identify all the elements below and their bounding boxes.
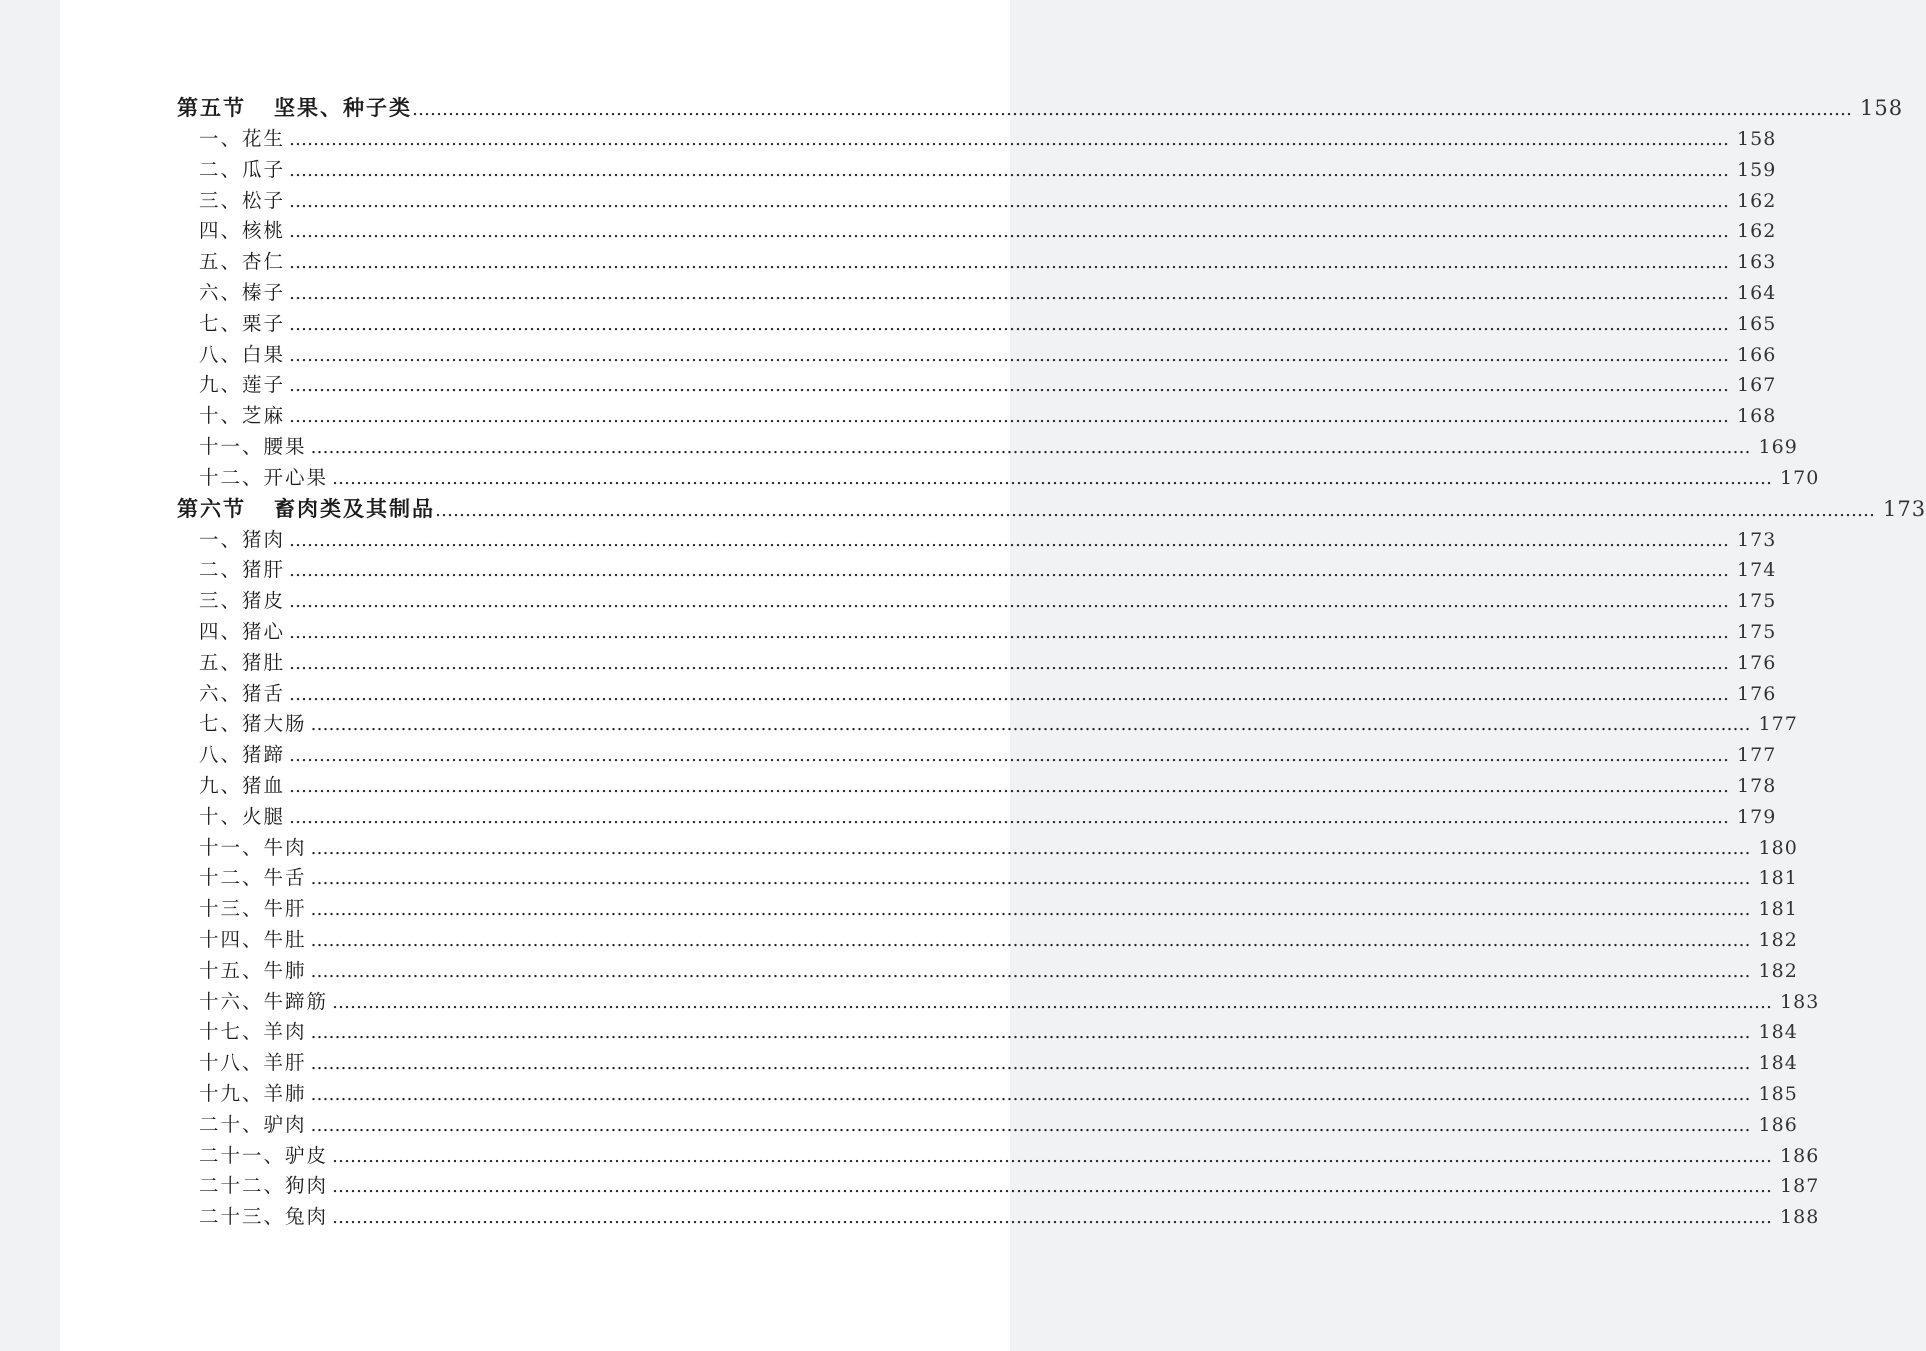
toc-entry[interactable] [177, 462, 1820, 493]
toc-entry[interactable] [177, 893, 1798, 924]
dot-leader: …………………………………………………………………………………………………………………………………………………………………………………………………………………… [310, 714, 1751, 736]
dot-leader: …………………………………………………………………………………………………………………………………………………………………………………………………………………… [289, 406, 1730, 428]
toc-entry[interactable] [177, 739, 1777, 770]
toc-entry[interactable] [177, 986, 1820, 1017]
toc-entry[interactable] [177, 862, 1798, 893]
dot-leader: …………………………………………………………………………………………………………………………………………………………………………………………………………………… [289, 621, 1730, 643]
toc-entry-title: 九、猪血 [199, 773, 286, 797]
toc-entry-title: 十二、开心果 [199, 465, 329, 489]
toc-entry-title: 十九、羊肺 [199, 1081, 307, 1105]
dot-leader: …………………………………………………………………………………………………………………………………………………………………………………………………………………… [289, 683, 1730, 705]
toc-entry[interactable] [177, 1170, 1820, 1201]
toc-entry-title: 二、猪肝 [199, 558, 286, 582]
toc-entry-title: 四、核桃 [199, 219, 286, 243]
toc-entry-title [177, 493, 435, 523]
page-number: 159 [1737, 158, 1777, 181]
dot-leader: …………………………………………………………………………………………………………………………………………………………………………………………………………………… [310, 868, 1751, 890]
toc-entry[interactable] [177, 1201, 1820, 1232]
dot-leader: …………………………………………………………………………………………………………………………………………………………………………………………………………………… [289, 159, 1730, 181]
dot-leader: …………………………………………………………………………………………………………………………………………………………………………………………………………………… [289, 375, 1730, 397]
page-number: 170 [1780, 466, 1820, 489]
toc-entry[interactable] [177, 431, 1798, 462]
toc-entry-title: 二十二、狗肉 [199, 1174, 329, 1198]
toc-entry[interactable] [177, 400, 1777, 431]
toc-entry[interactable] [177, 215, 1777, 246]
dot-leader: …………………………………………………………………………………………………………………………………………………………………………………………………………………… [310, 436, 1751, 458]
toc-entry-title: 十一、牛肉 [199, 835, 307, 859]
toc-entry[interactable] [177, 185, 1777, 216]
page-number: 168 [1737, 405, 1777, 428]
page-number: 175 [1737, 590, 1777, 613]
page-number: 162 [1737, 220, 1777, 243]
toc-entry-title: 二、瓜子 [199, 157, 286, 181]
page-number: 184 [1758, 1021, 1798, 1044]
dot-leader: …………………………………………………………………………………………………………………………………………………………………………………………………………………… [310, 1083, 1751, 1105]
dot-leader: …………………………………………………………………………………………………………………………………………………………………………………………………………………… [332, 467, 1773, 489]
page-number: 187 [1780, 1175, 1820, 1198]
toc-entry-title: 九、莲子 [199, 373, 286, 397]
toc-entry[interactable] [177, 123, 1777, 154]
dot-leader: …………………………………………………………………………………………………………………………………………………………………………………………………………………… [289, 190, 1730, 212]
section-number: 第五节 [177, 95, 246, 120]
toc-entry-title: 十二、牛舌 [199, 866, 307, 890]
page-number: 184 [1758, 1052, 1798, 1075]
toc-entry[interactable] [177, 678, 1777, 709]
toc-entry-title: 十五、牛肺 [199, 958, 307, 982]
toc-entry[interactable] [177, 647, 1777, 678]
page-number: 181 [1758, 898, 1798, 921]
page-number: 169 [1758, 435, 1798, 458]
toc-entry-title: 二十一、驴皮 [199, 1143, 329, 1167]
dot-leader: …………………………………………………………………………………………………………………………………………………………………………………………………………………… [332, 1207, 1773, 1229]
page-number: 176 [1737, 651, 1777, 674]
dot-leader: …………………………………………………………………………………………………………………………………………………………………………………………………………………… [289, 560, 1730, 582]
page-number: 183 [1780, 990, 1820, 1013]
toc-entry-title: 十三、牛肝 [199, 897, 307, 921]
section-number: 第六节 [177, 495, 246, 521]
toc-entry[interactable] [177, 770, 1777, 801]
page-number: 186 [1780, 1144, 1820, 1167]
page-number: 188 [1780, 1206, 1820, 1229]
page-number: 182 [1758, 959, 1798, 982]
toc-entry[interactable] [177, 585, 1777, 616]
page-number: 167 [1737, 374, 1777, 397]
dot-leader: …………………………………………………………………………………………………………………………………………………………………………………………………………………… [310, 837, 1751, 859]
dot-leader: …………………………………………………………………………………………………………………………………………………………………………………………………………………… [289, 344, 1730, 366]
dot-leader: …………………………………………………………………………………………………………………………………………………………………………………………………………………… [289, 529, 1730, 551]
toc-entry-title: 十四、牛肚 [199, 927, 307, 951]
page-number: 163 [1737, 251, 1777, 274]
page-number: 186 [1758, 1113, 1798, 1136]
section-title: 坚果、种子类 [274, 95, 412, 120]
toc-section-heading[interactable] [177, 493, 1926, 524]
page-number: 158 [1860, 96, 1904, 120]
dot-leader: …………………………………………………………………………………………………………………………………………………………………………………………………………………… [289, 775, 1730, 797]
dot-leader: …………………………………………………………………………………………………………………………………………………………………………………………………………………… [332, 991, 1773, 1013]
toc-entry[interactable] [177, 1016, 1798, 1047]
dot-leader: …………………………………………………………………………………………………………………………………………………………………………………………………………………… [289, 591, 1730, 613]
page-number: 162 [1737, 189, 1777, 212]
page-number: 179 [1737, 805, 1777, 828]
page-number: 177 [1737, 744, 1777, 767]
dot-leader: …………………………………………………………………………………………………………………………………………………………………………………………………………………… [289, 745, 1730, 767]
page-number: 173 [1883, 496, 1926, 521]
page-number: 181 [1758, 867, 1798, 890]
toc-entry[interactable] [177, 924, 1798, 955]
page-number: 182 [1758, 928, 1798, 951]
dot-leader: …………………………………………………………………………………………………………………………………………………………………………………………………………………… [289, 252, 1730, 274]
dot-leader: …………………………………………………………………………………………………………………………………………………………………………………………………………………… [289, 129, 1730, 150]
toc-entry-title: 十六、牛蹄筋 [199, 989, 329, 1013]
toc-entry-title: 八、猪蹄 [199, 743, 286, 767]
toc-entry-title: 十七、羊肉 [199, 1020, 307, 1044]
dot-leader: …………………………………………………………………………………………………………………………………………………………………………………………………………………… [310, 899, 1751, 921]
toc-entry-title: 十八、羊肝 [199, 1051, 307, 1075]
page-number: 158 [1737, 128, 1777, 150]
toc-entry-title: 六、榛子 [199, 280, 286, 304]
dot-leader: …………………………………………………………………………………………………………………………………………………………………………………………………………………… [332, 1145, 1773, 1167]
dot-leader: …………………………………………………………………………………………………………………………………………………………………………………………………………………… [310, 929, 1751, 951]
toc-entry[interactable] [177, 554, 1777, 585]
toc-entry[interactable] [177, 369, 1777, 400]
dot-leader: …………………………………………………………………………………………………………………………………………………………………………………………………………………… [435, 499, 1875, 521]
page-number: 164 [1737, 281, 1777, 304]
toc-entry[interactable] [177, 1109, 1798, 1140]
dot-leader: …………………………………………………………………………………………………………………………………………………………………………………………………………………… [310, 1114, 1751, 1136]
page-number: 165 [1737, 312, 1777, 335]
toc-entry-title: 一、花生 [199, 127, 286, 150]
page-number: 174 [1737, 559, 1777, 582]
toc-entry-title: 十、芝麻 [199, 404, 286, 428]
toc-entry-title: 八、白果 [199, 342, 286, 366]
toc-entry-title: 五、杏仁 [199, 250, 286, 274]
toc-entry[interactable] [177, 1140, 1820, 1171]
page-number: 185 [1758, 1082, 1798, 1105]
toc-entry[interactable] [177, 1047, 1798, 1078]
dot-leader: …………………………………………………………………………………………………………………………………………………………………………………………………………………… [332, 1176, 1773, 1198]
toc-entry-title: 七、猪大肠 [199, 712, 307, 736]
page-number: 175 [1737, 620, 1777, 643]
dot-leader: …………………………………………………………………………………………………………………………………………………………………………………………………………………… [289, 806, 1730, 828]
toc-entry[interactable] [177, 308, 1777, 339]
section-title: 畜肉类及其制品 [274, 495, 435, 521]
dot-leader: …………………………………………………………………………………………………………………………………………………………………………………………………………………… [289, 282, 1730, 304]
toc-entry[interactable] [177, 524, 1777, 555]
toc-entry[interactable] [177, 277, 1777, 308]
toc-entry[interactable] [177, 616, 1777, 647]
toc-entry-title: 一、猪肉 [199, 527, 286, 551]
toc-section-heading[interactable] [177, 92, 1904, 123]
table-of-contents [177, 92, 1926, 1232]
page-number: 177 [1758, 713, 1798, 736]
dot-leader: …………………………………………………………………………………………………………………………………………………………………………………………………………………… [310, 960, 1751, 982]
toc-entry-title: 二十、驴肉 [199, 1112, 307, 1136]
dot-leader: …………………………………………………………………………………………………………………………………………………………………………………………………………………… [310, 1022, 1751, 1044]
toc-entry-title [177, 92, 412, 122]
dot-leader: …………………………………………………………………………………………………………………………………………………………………………………………………………………… [289, 313, 1730, 335]
toc-entry-title: 五、猪肚 [199, 650, 286, 674]
toc-entry-title: 七、栗子 [199, 311, 286, 335]
toc-entry-title: 三、松子 [199, 188, 286, 212]
dot-leader: …………………………………………………………………………………………………………………………………………………………………………………………………………………… [289, 221, 1730, 243]
toc-entry[interactable] [177, 1078, 1798, 1109]
toc-entry-title: 十一、腰果 [199, 434, 307, 458]
toc-entry[interactable] [177, 955, 1798, 986]
toc-entry[interactable] [177, 801, 1777, 832]
page-number: 176 [1737, 682, 1777, 705]
toc-entry[interactable] [177, 832, 1798, 863]
dot-leader: …………………………………………………………………………………………………………………………………………………………………………………………………………………… [289, 652, 1730, 674]
page-number: 180 [1758, 836, 1798, 859]
toc-entry-title: 四、猪心 [199, 619, 286, 643]
page-number: 166 [1737, 343, 1777, 366]
toc-entry[interactable] [177, 154, 1777, 185]
dot-leader: …………………………………………………………………………………………………………………………………………………………………………………………………………………… [310, 1053, 1751, 1075]
dot-leader: …………………………………………………………………………………………………………………………………………………………………………………………………………………… [412, 99, 1852, 120]
toc-entry[interactable] [177, 708, 1798, 739]
page-number: 173 [1737, 528, 1777, 551]
toc-entry-title: 二十三、兔肉 [199, 1205, 329, 1229]
page-number: 178 [1737, 774, 1777, 797]
toc-entry[interactable] [177, 339, 1777, 370]
toc-entry-title: 三、猪皮 [199, 589, 286, 613]
toc-entry-title: 六、猪舌 [199, 681, 286, 705]
toc-entry-title: 十、火腿 [199, 804, 286, 828]
toc-entry[interactable] [177, 246, 1777, 277]
